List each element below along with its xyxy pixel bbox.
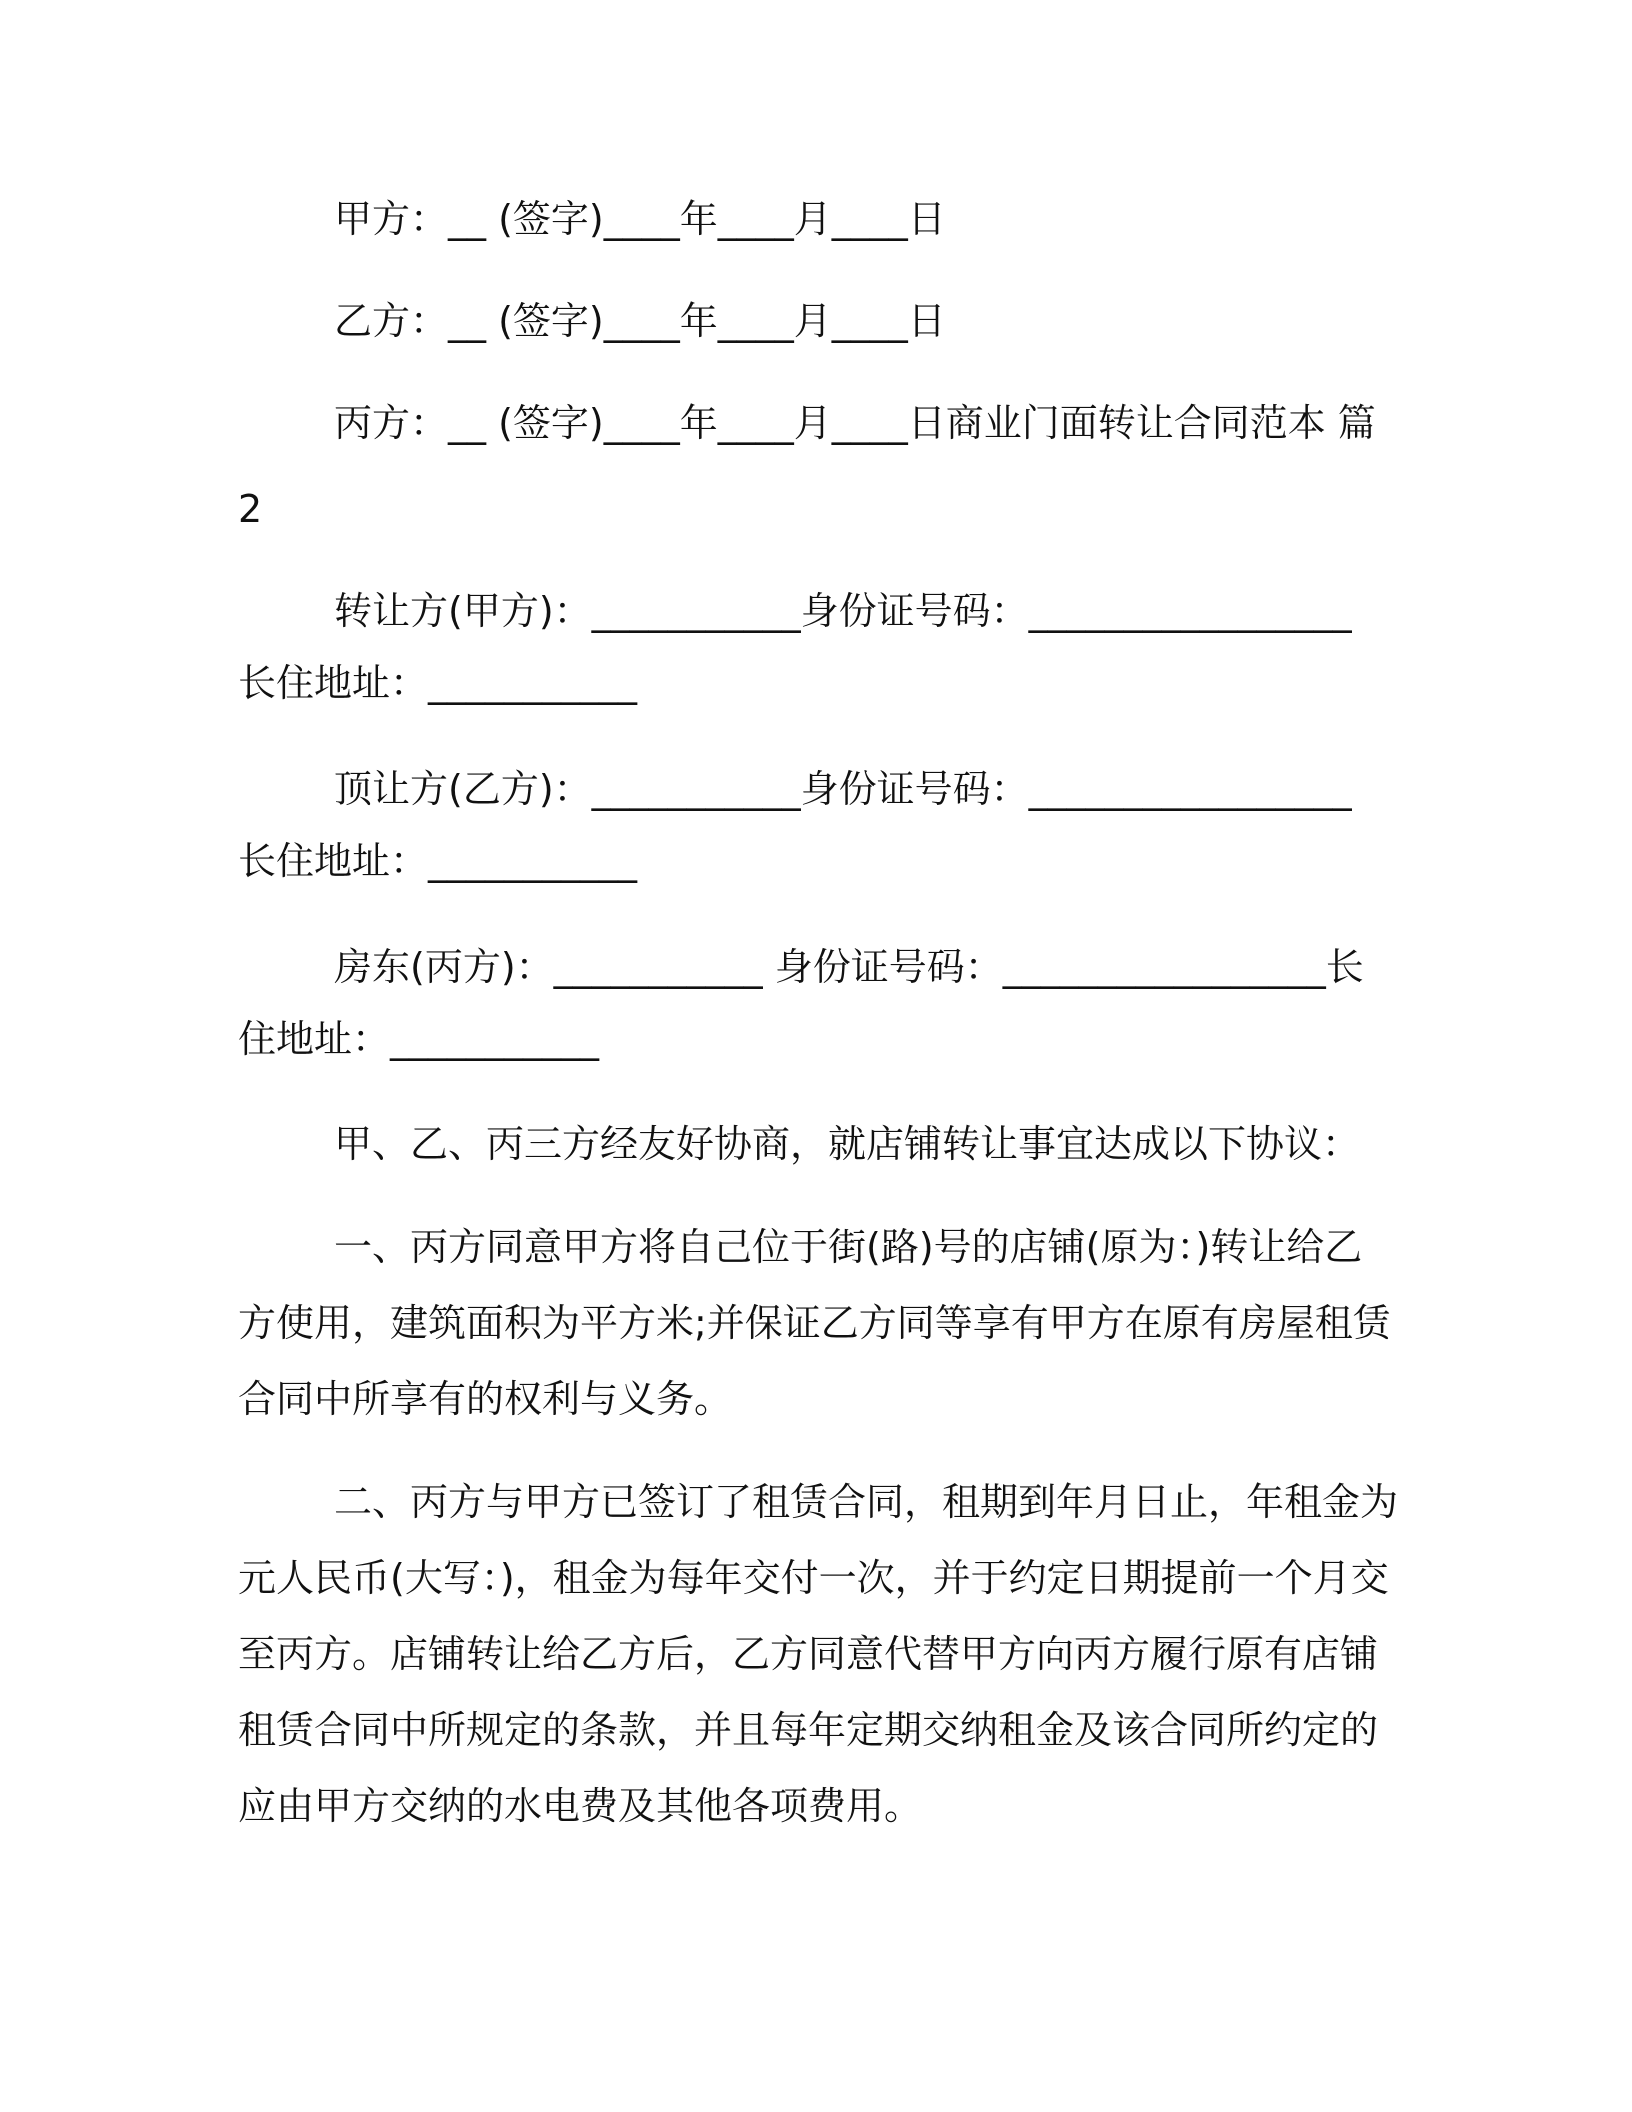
section-number: 2	[238, 487, 263, 531]
transferee-line: 顶让方(乙方)：___________身份证号码：_________________	[334, 767, 1352, 811]
clause-1-line-2: 方使用，建筑面积为平方米;并保证乙方同等享有甲方在原有房屋租赁	[238, 1301, 1391, 1345]
landlord-address: 住地址：___________	[238, 1017, 600, 1061]
signature-line-party-c: 丙方：__ (签字)____年____月____日商业门面转让合同范本 篇	[334, 401, 1376, 445]
clause-2-line-5: 应由甲方交纳的水电费及其他各项费用。	[238, 1784, 923, 1828]
agreement-intro: 甲、乙、丙三方经友好协商，就店铺转让事宜达成以下协议：	[334, 1122, 1361, 1166]
clause-2-line-3: 至丙方。店铺转让给乙方后，乙方同意代替甲方向丙方履行原有店铺	[238, 1632, 1379, 1676]
signature-line-party-a: 甲方：__ (签字)____年____月____日	[334, 197, 946, 241]
clause-2-line-2: 元人民币(大写：)，租金为每年交付一次，并于约定日期提前一个月交	[238, 1556, 1389, 1600]
clause-2-line-1: 二、丙方与甲方已签订了租赁合同，租期到年月日止，年租金为	[334, 1480, 1399, 1524]
clause-2-line-4: 租赁合同中所规定的条款，并且每年定期交纳租金及该合同所约定的	[238, 1708, 1379, 1752]
transferor-address: 长住地址：___________	[238, 661, 638, 705]
clause-1-line-1: 一、丙方同意甲方将自己位于街(路)号的店铺(原为：)转让给乙	[334, 1225, 1363, 1269]
landlord-line: 房东(丙方)：___________ 身份证号码：_________________长	[334, 945, 1364, 989]
transferee-address: 长住地址：___________	[238, 839, 638, 883]
clause-1-line-3: 合同中所享有的权利与义务。	[238, 1377, 733, 1421]
transferor-line: 转让方(甲方)：___________身份证号码：_________________	[334, 589, 1352, 633]
signature-line-party-b: 乙方：__ (签字)____年____月____日	[334, 299, 946, 343]
